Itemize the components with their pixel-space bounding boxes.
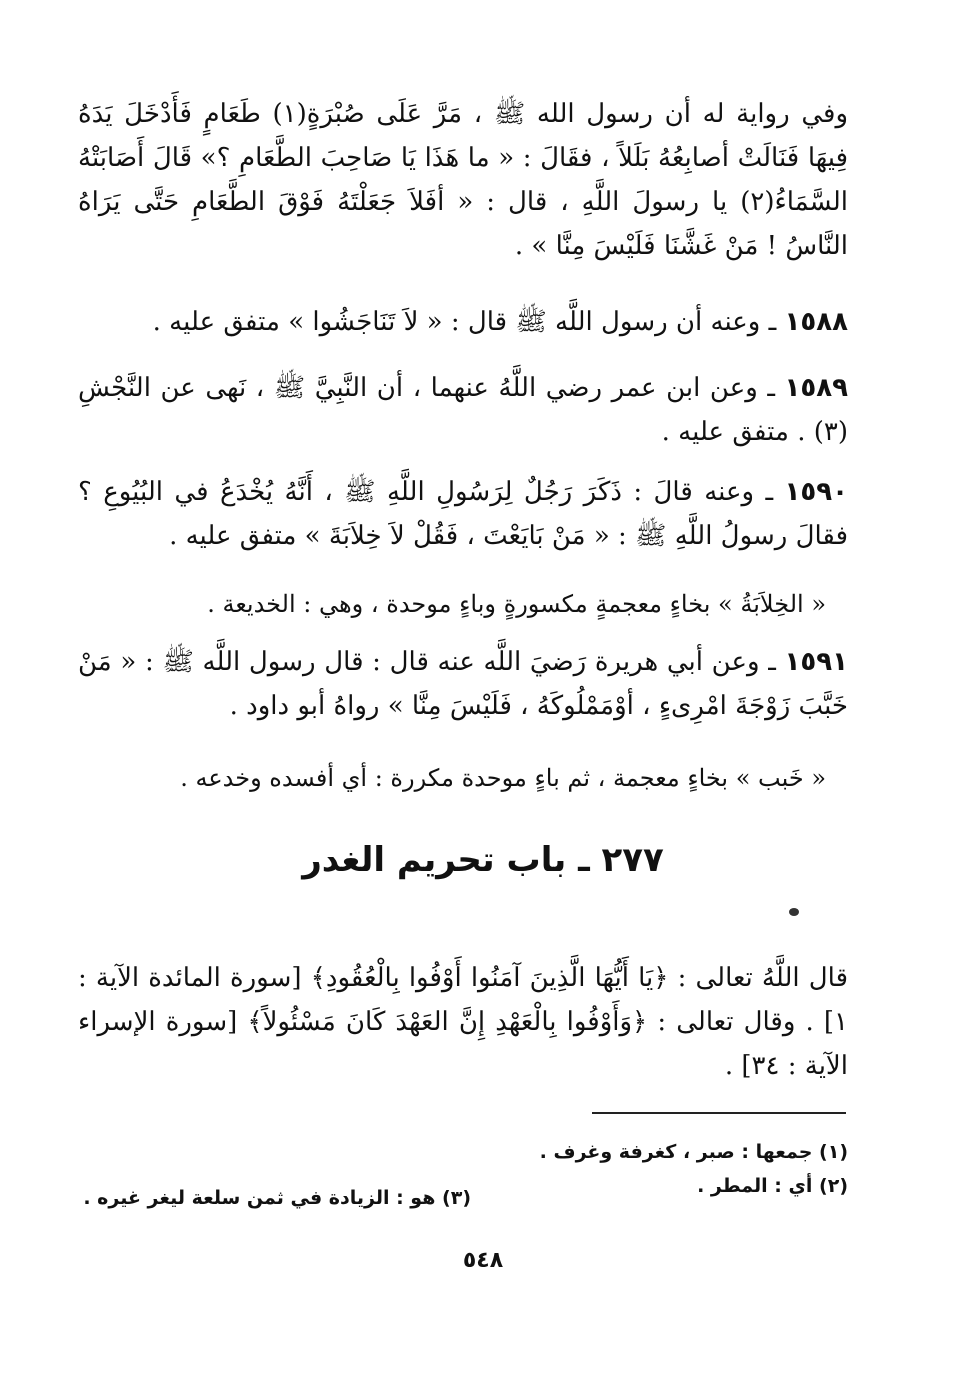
ink-mark [789,908,799,916]
page-number: ٥٤٨ [462,1248,504,1273]
hadith-text: ـ وعن ابن عمر رضي اللَّهُ عنهما ، أن النَّبِيَّ ﷺ ، نَهى عن النَّجْشِ (٣) . متفق عليه . [78,373,848,447]
explanatory-note: « الخِلاَبَةُ » بخاءٍ معجمةٍ مكسورةٍ وباءٍ موحدة ، وهي : الخديعة . [207,590,826,618]
hadith-number: ١٥٩١ [784,647,848,677]
quran-verses [78,956,848,1088]
hadith-1589 [78,366,848,454]
narration-paragraph: وفي رواية له أن رسول الله ﷺ ، مَرَّ عَلَى صُبْرَةٍ(١) طَعَامٍ فَأَدْخَلَ يَدَهُ فِيهَا فَنَالَتْ أصابِعُهُ بَلَلاً ، فقَالَ : « ما هَذَا يَا صَاحِبَ الطَّعَامِ ؟» قَالَ أَصَابَتْهُ السَّمَاءُ(٢) يا رسولَ اللَّهِ ، قال : « أفَلاَ جَعَلْتَهُ فَوْقَ الطَّعَامِ حَتَّى يَرَاهُ النَّاسُ ! مَنْ غَشَّنَا فَلَيْسَ مِنَّا » . [78,99,849,261]
hadith-text: ـ وعنه قالَ : ذَكَرَ رَجُلٌ لِرَسُولِ اللَّهِ ﷺ ، أَنَّهُ يُخْدَعُ في البُيُوعِ ؟ فقالَ رسولُ اللَّهِ ﷺ : « مَنْ بَايَعْتَ ، فَقُلْ لاَ خِلاَبَةَ » متفق عليه . [78,477,848,551]
footnote-2: (٢) أي : المطر . [697,1175,848,1197]
hadith-text: ـ وعنه أن رسول اللَّه ﷺ قال : « لاَ تَنَاجَشُوا » متفق عليه . [152,307,777,337]
explanatory-note: « خَبب » بخاءٍ معجمة ، ثم باءٍ موحدة مكررة : أي أفسده وخدعه . [180,764,826,792]
chapter-title: ٢٧٧ ـ باب تحريم الغدر [302,840,664,880]
footnote-1: (١) جمعها : صبر ، كغرفة وغرف . [539,1141,848,1163]
hadith-1588 [78,300,848,344]
hadith-1590 [78,470,848,558]
hadith-number: ١٥٨٩ [784,373,849,403]
verses-paragraph: قال اللَّهُ تعالى : ﴿يَا أَيُّهَا الَّذِينَ آمَنُوا أَوْفُوا بِالْعُقُودِ﴾ [سورة المائدة الآية : ١] . وقال تعالى : ﴿وَأَوْفُوا بِالْعَهْدِ إِنَّ العَهْدَ كَانَ مَسْئُولاً﴾ [سورة الإسراء الآية : ٣٤] . [78,963,849,1081]
hadith-narration-block [78,92,848,268]
hadith-number: ١٥٩٠ [784,477,848,507]
hadith-number: ١٥٨٨ [784,307,848,337]
hadith-text: ـ وعن أبي هريرة رَضيَ اللَّه عنه قال : قال رسول اللَّه ﷺ : « مَنْ خَبَّبَ زَوْجَةَ امْرِىءٍ ، أوْمَمْلُوكَهُ ، فَلَيْسَ مِنَّا » رواهُ أبو داود . [78,647,848,721]
footnote-divider [592,1112,846,1114]
hadith-1591 [78,640,848,728]
footnote-3: (٣) هو : الزيادة في ثمن سلعة ليغر غيره . [83,1187,471,1209]
